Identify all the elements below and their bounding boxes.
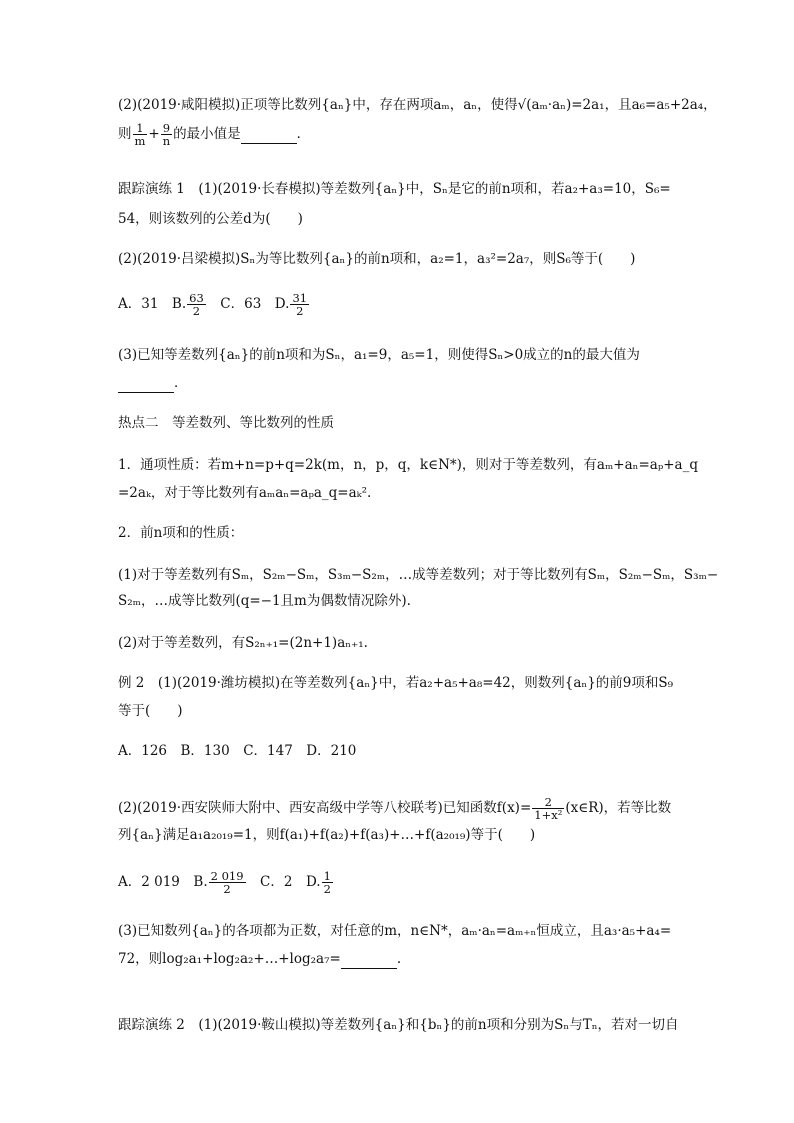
practice-1-line1: 跟踪演练 1 (1)(2019·长春模拟)等差数列{aₙ}中，Sₙ是它的前n项和，若a₂+a₃=10，S₆= <box>118 181 671 197</box>
practice-1-part2: (2)(2019·吕梁模拟)Sₙ为等比数列{aₙ}的前n项和，a₂=1，a₃²=2a₇，则S₆等于( ) <box>118 251 636 267</box>
fraction-31-over-2 <box>290 292 309 317</box>
text-period: ． <box>174 375 188 391</box>
answer-blank[interactable] <box>118 374 174 393</box>
example-2-line1: 例 2 (1)(2019·潍坊模拟)在等差数列{aₙ}中，若a₂+a₅+a₈=42，则数列{aₙ}的前9项和S₉ <box>118 675 674 691</box>
fraction-numerator: 63 <box>189 291 204 305</box>
plus-sign: + <box>148 126 160 142</box>
fraction-numerator: 1 <box>133 122 148 135</box>
practice-1-options <box>118 292 310 317</box>
example-2-line2: 等于( ) <box>118 703 183 719</box>
problem-2-line2 <box>118 122 310 147</box>
fraction-denominator: m <box>134 134 146 148</box>
text-min-value: 的最小值是 <box>173 126 241 142</box>
section-heading: 热点二 等差数列、等比数列的性质 <box>118 415 334 431</box>
fraction-63-over-2 <box>187 292 206 317</box>
text-function-intro: (2)(2019·西安陕师大附中、西安高级中学等八校联考)已知函数f(x)= <box>118 800 532 816</box>
fraction-numerator: 2 <box>532 796 564 809</box>
practice-1-part3: (3)已知等差数列{aₙ}的前n项和为Sₙ，a₁=9，a₅=1，则使得Sₙ>0成立的n的最大值为 <box>118 347 640 363</box>
fraction-denominator: 1+x² <box>534 808 563 822</box>
property-2-item1-line1: (1)对于等差数列有Sₘ，S₂ₘ−Sₘ，S₃ₘ−S₂ₘ，…成等差数列；对于等比数列有Sₘ，S₂ₘ−Sₘ，S₃ₘ− <box>118 567 719 583</box>
fraction-2019-over-2 <box>209 870 246 895</box>
fraction-denominator: n <box>162 134 171 148</box>
fraction-numerator: 31 <box>292 291 308 305</box>
fraction-numerator: 1 <box>323 869 331 883</box>
option-a-b: A．31 B. <box>118 296 187 312</box>
option-c-d: C．2 D. <box>246 874 321 890</box>
property-2-item2: (2)对于等差数列，有S₂ₙ₊₁=(2n+1)aₙ₊₁. <box>118 635 368 651</box>
practice-1-part3-blank-line <box>118 374 188 393</box>
fraction-numerator: 9 <box>161 122 172 135</box>
fraction-denominator: 2 <box>223 882 231 896</box>
example-2-part2-line2: 列{aₙ}满足a₁a₂₀₁₉=1，则f(a₁)+f(a₂)+f(a₃)+…+f(a₂₀₁₉)等于( ) <box>118 827 536 843</box>
problem-2-line1: (2)(2019·咸阳模拟)正项等比数列{aₙ}中，存在两项aₘ，aₙ，使得√(aₘ·aₙ)=2a₁，且a₆=a₅+2a₄， <box>118 97 717 113</box>
text-log-sum: 72，则log₂a₁+log₂a₂+…+log₂a₇= <box>118 951 341 967</box>
fraction-1-over-2 <box>322 870 333 895</box>
property-1-line1: 1．通项性质：若m+n=p+q=2k(m，n，p，q，k∈N*)，则对于等差数列，有aₘ+aₙ=aₚ+a_q <box>118 457 698 473</box>
text-then: 则 <box>118 126 132 142</box>
fraction-denominator: 2 <box>323 882 331 896</box>
example-2-part2-line1 <box>118 796 671 821</box>
practice-2-line1: 跟踪演练 2 (1)(2019·鞍山模拟)等差数列{aₙ}和{bₙ}的前n项和分别为Sₙ与Tₙ，若对一切自 <box>118 1017 679 1033</box>
text-period: ． <box>296 126 311 142</box>
example-2-part3-line2 <box>118 950 401 969</box>
fraction-function <box>532 796 564 821</box>
fraction-1-over-m <box>133 122 148 147</box>
text-period: . <box>396 951 402 967</box>
answer-blank[interactable] <box>241 125 297 144</box>
property-2-item1-line2: S₂ₘ，…成等比数列(q=−1且m为偶数情况除外). <box>118 593 411 609</box>
fraction-denominator: 2 <box>296 304 304 318</box>
answer-blank[interactable] <box>341 950 397 969</box>
fraction-denominator: 2 <box>192 304 201 318</box>
example-2-part2-options <box>118 870 334 895</box>
example-2-part3-line1: (3)已知数列{aₙ}的各项都为正数，对任意的m，n∈N*，aₘ·aₙ=aₘ₊ₙ恒成立，且a₃·a₅+a₄= <box>118 923 672 939</box>
practice-1-line2: 54，则该数列的公差d为( ) <box>118 211 303 227</box>
option-a-b: A．2 019 B. <box>118 874 208 890</box>
fraction-numerator: 2 019 <box>210 869 244 883</box>
property-2-heading: 2．前n项和的性质： <box>118 525 244 541</box>
text-function-domain: (x∈R)，若等比数 <box>565 800 672 816</box>
option-c-d: C．63 D. <box>206 296 290 312</box>
fraction-9-over-n <box>161 122 172 147</box>
example-2-options: A．126 B．130 C．147 D．210 <box>118 743 357 759</box>
property-1-line2: =2aₖ，对于等比数列有aₘaₙ=aₚa_q=aₖ². <box>118 485 372 501</box>
